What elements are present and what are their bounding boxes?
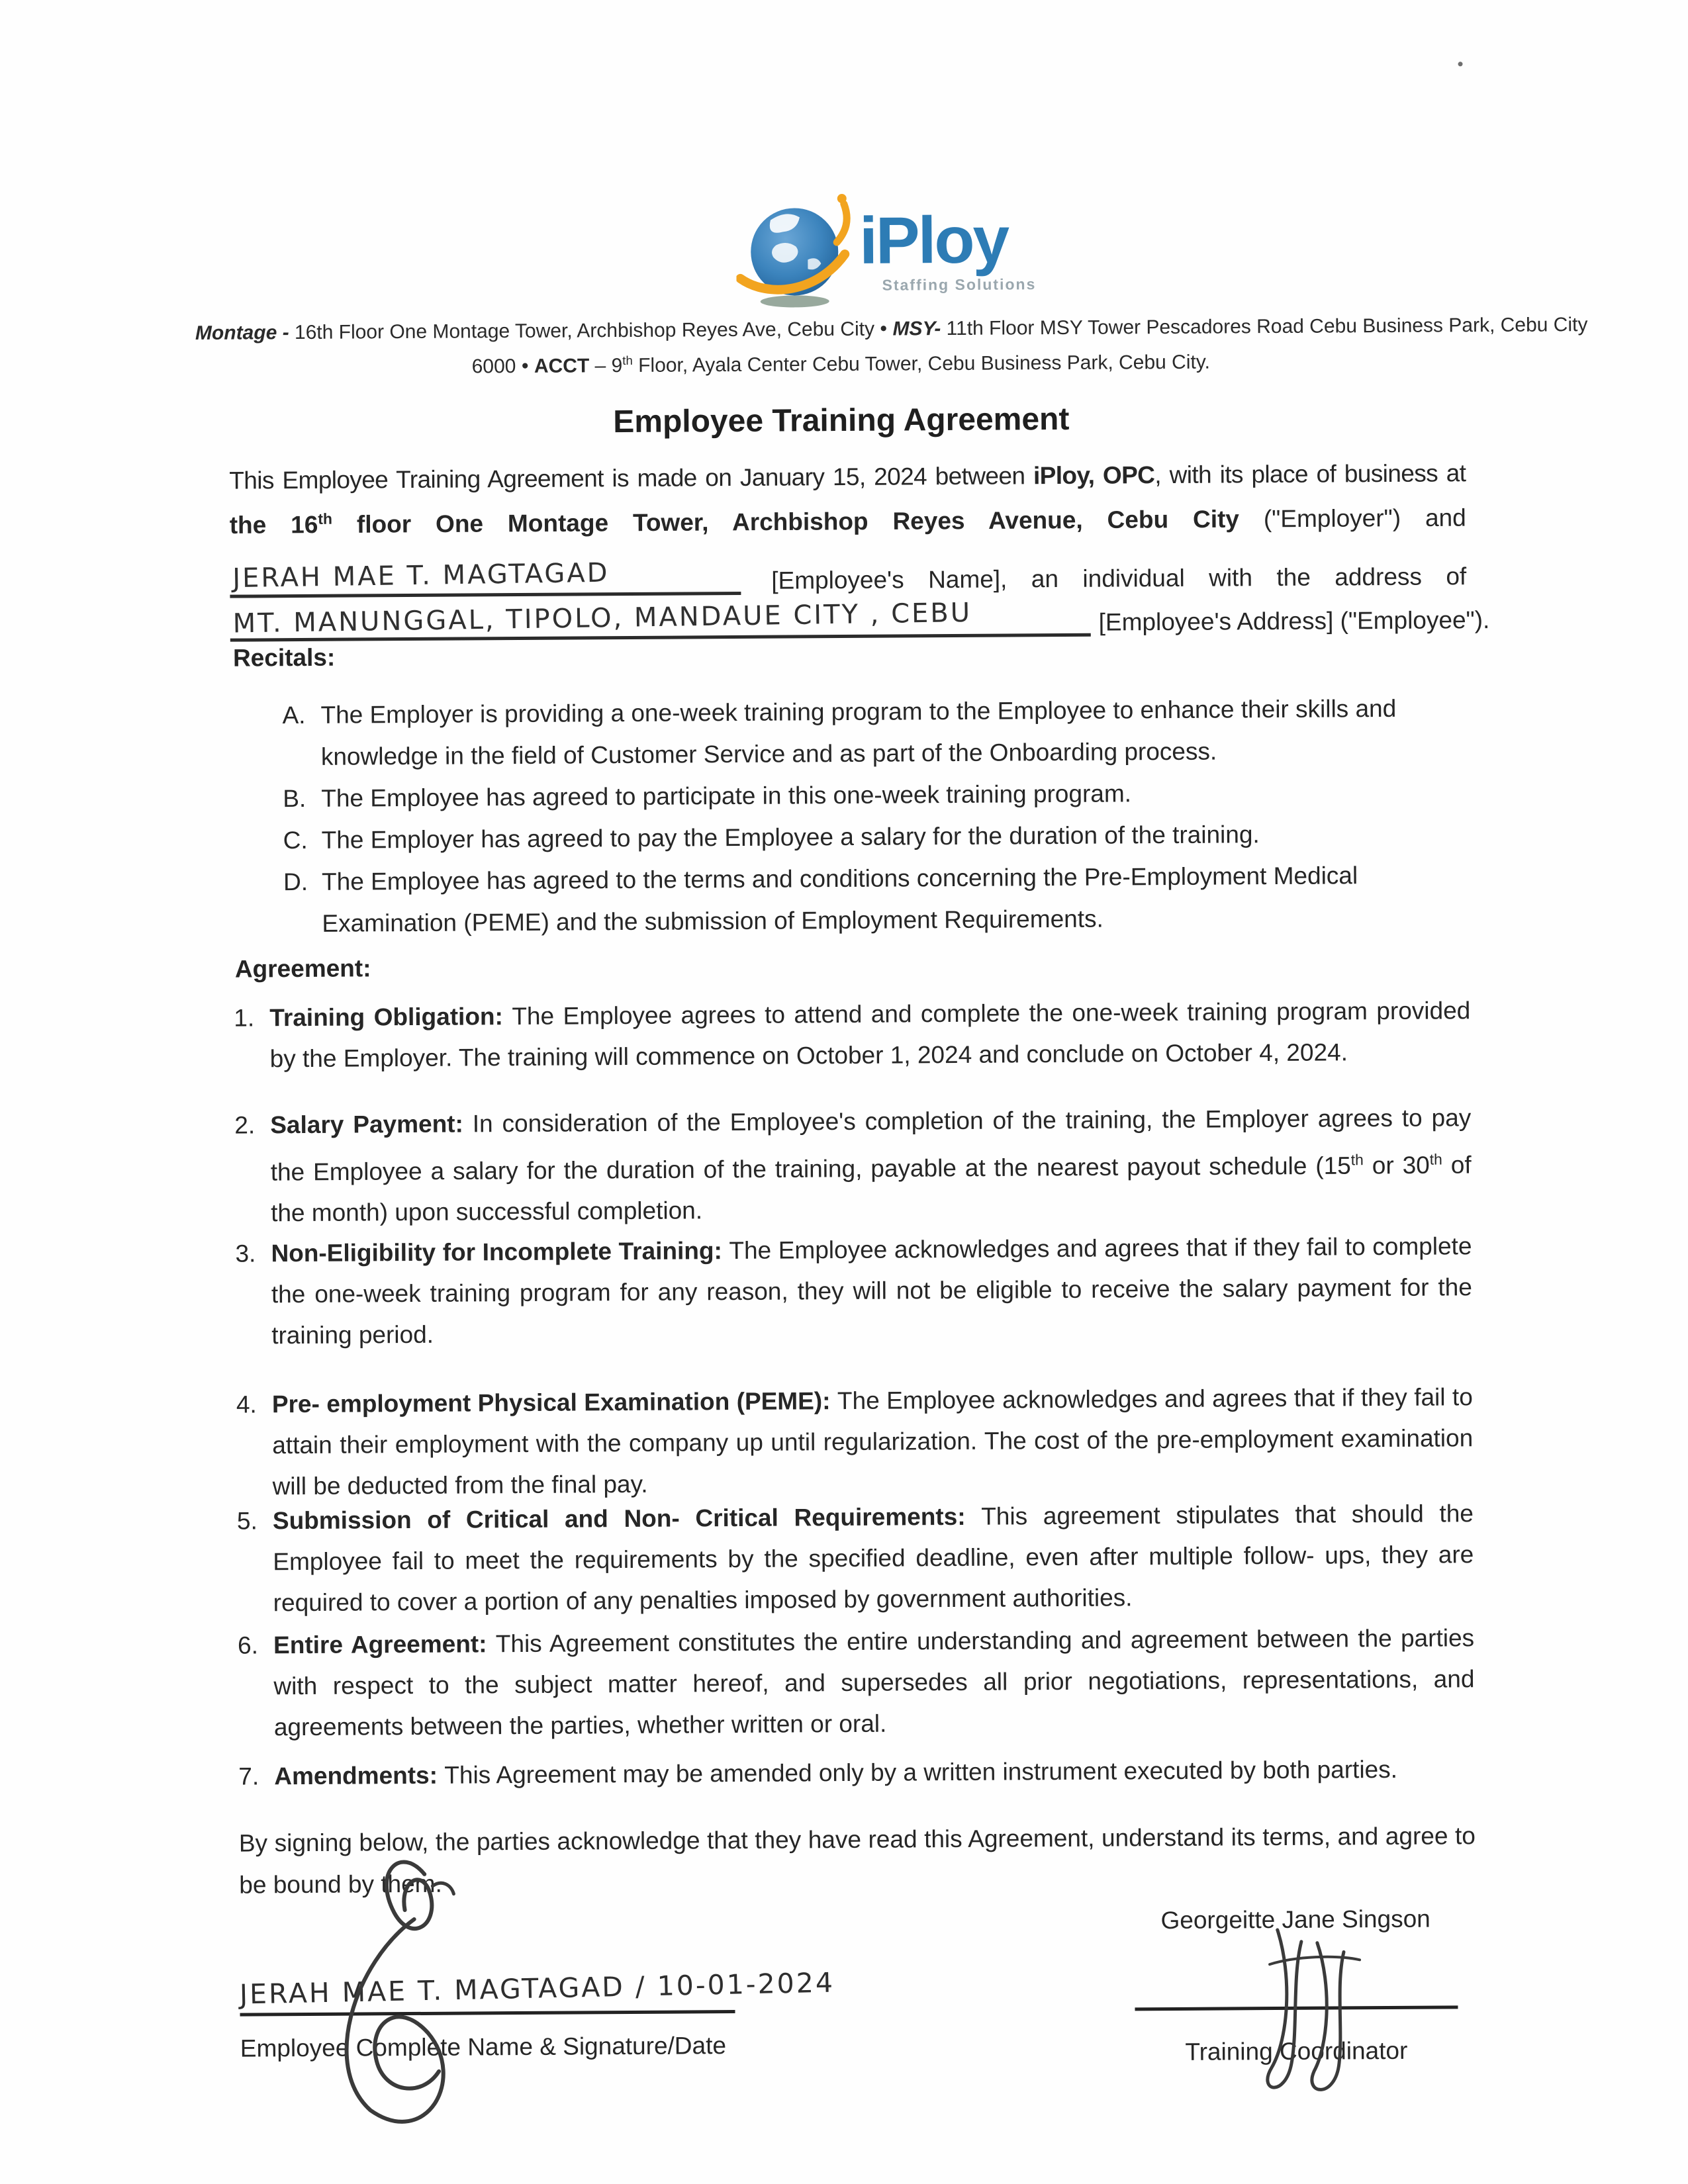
montage-label: Montage - [195,322,289,344]
agreement-item-4: 4. Pre- employment Physical Examination (PEME): The Employee acknowledges and agrees that if they fail to attain their employment with the company up until regularization. The cost of the pre-employment examination will be deducted from the final pay. [236,1383,1474,1500]
employer-address: floor One Montage Tower, Archbishop Reyes Avenue, Cebu City [332,505,1240,539]
agreement-item-1: 1. Training Obligation: The Employee agrees to attend and complete the one-week training program provided by the Employer. The training will commence on October 1, 2024 and conclude on October 4, 2024. [234,997,1471,1073]
employee-address-field [230,594,1090,642]
coordinator-signature-line [1134,1933,1458,2011]
intro-paragraph [229,459,1490,641]
logo-text [859,203,1037,295]
coordinator-title-label: Training Coordinator [1185,2036,1408,2066]
employer-name: iPloy, OPC [1033,461,1155,490]
clause-title: Salary Payment [270,1110,455,1139]
recitals-list [282,687,1468,944]
bullet-separator: ● [879,321,888,336]
clause-title: Submission of Critical and Non- Critical Requirements [272,1502,958,1535]
agreement-item-5: 5. Submission of Critical and Non- Critical Requirements: This agreement stipulates that should the Employee fail to meet the requirements by the specified deadline, even after multiple follow- ups, they are required to cover a portion of any penalties imposed by government authorities. [236,1500,1474,1617]
coordinator-name: Georgeitte Jane Singson [1160,1905,1430,1934]
acct-label: ACCT [534,355,590,377]
logo-brand-text: iPloy [859,203,1008,278]
page-title: Employee Training Agreement [613,401,1070,440]
intro-line-1: This Employee Training Agreement is made on January 15, 2024 between iPloy, OPC, with its place of business at [229,459,1466,494]
recital-item: C. The Employer has agreed to pay the Employee a salary for the duration of the training. [283,821,1260,854]
company-logo [736,192,1037,310]
address-line-1: Montage - 16th Floor One Montage Tower, Archbishop Reyes Ave, Cebu City ● MSY- 11th Floor MSY Tower Pescadores Road Cebu Business Park, Cebu City [195,314,1588,344]
bullet-separator: ● [521,358,529,373]
clause-title: Entire Agreement [273,1630,479,1659]
recital-item: A. The Employer is providing a one-week training program to the Employee to enhance their skills and knowledge in the field of Customer Service and as part of the Onboarding process. [282,694,1397,770]
employee-signature-line [239,1958,835,2017]
address-line-2: 6000 ● ACCT – 9th Floor, Ayala Center Cebu Tower, Cebu Business Park, Cebu City. [471,351,1210,378]
closing-statement: By signing below, the parties acknowledge that they have read this Agreement, understand its terms, and agree to be bound by them. [238,1822,1476,1899]
logo-tagline: Staffing Solutions [882,275,1037,294]
employee-address-handwritten: MT. MANUNGGAL, TIPOLO, MANDAUE CITY , CEBU [232,597,972,639]
globe-swoosh-icon [736,193,856,310]
agreement-item-2: 2. Salary Payment: In consideration of the Employee's completion of the training, the Employer agrees to pay the Employee a salary for the duration of the training, payable at the nearest payout schedule (15th or 30th of the month) upon successful completion. [234,1104,1472,1227]
recital-item: B. The Employee has agreed to participate in this one-week training program. [283,780,1132,813]
intro-line-4: MT. MANUNGGAL, TIPOLO, MANDAUE CITY , CEBU [Employee's Address] ("Employee"). [230,590,1466,641]
employee-signature-block [240,1958,836,2062]
agreement-heading: Agreement: [234,954,371,983]
agreement-item-7: 7. Amendments: This Agreement may be amended only by a written instrument executed by both parties. [238,1755,1398,1790]
msy-label: MSY- [892,318,941,340]
employee-name-handwritten: JERAH MAE T. MAGTAGAD [232,557,610,594]
agreement-item-6: 6. Entire Agreement: This Agreement constitutes the entire understanding and agreement between the parties with respect to the subject matter hereof, and supersedes all prior negotiations, representations, and agreements between the parties, whether written or oral. [237,1624,1475,1741]
agreement-item-3: 3. Non-Eligibility for Incomplete Training: The Employee acknowledges and agrees that if they fail to complete the one-week training program for any reason, they will not be eligible to receive the salary payment for the training period. [235,1232,1472,1349]
clause-title: Pre- employment Physical Examination (PEME) [271,1387,823,1418]
company-addresses [195,310,1588,383]
employee-name-field [230,552,741,598]
employee-signature-handwritten: JERAH MAE T. MAGTAGAD / 10-01-2024 [239,1966,835,2011]
clause-title: Non-Eligibility for Incomplete Training [271,1237,714,1267]
employee-signature-label: Employee Complete Name & Signature/Date [240,2032,727,2062]
clause-title: Amendments [274,1761,430,1790]
intro-line-3: JERAH MAE T. MAGTAGAD [Employee's Name], an individual with the address of [230,547,1466,598]
scan-artifact-dot [1458,62,1463,66]
recitals-heading: Recitals: [232,643,336,672]
recital-item: D. The Employee has agreed to the terms and conditions concerning the Pre-Employment Medical Examination (PEME) and the submission of Employment Requirements. [283,862,1358,937]
clause-title: Training Obligation [269,1003,495,1032]
intro-line-2: the 16th floor One Montage Tower, Archbishop Reyes Avenue, Cebu City ("Employer") and [229,504,1466,539]
coordinator-signature-block [1119,1905,1474,2066]
